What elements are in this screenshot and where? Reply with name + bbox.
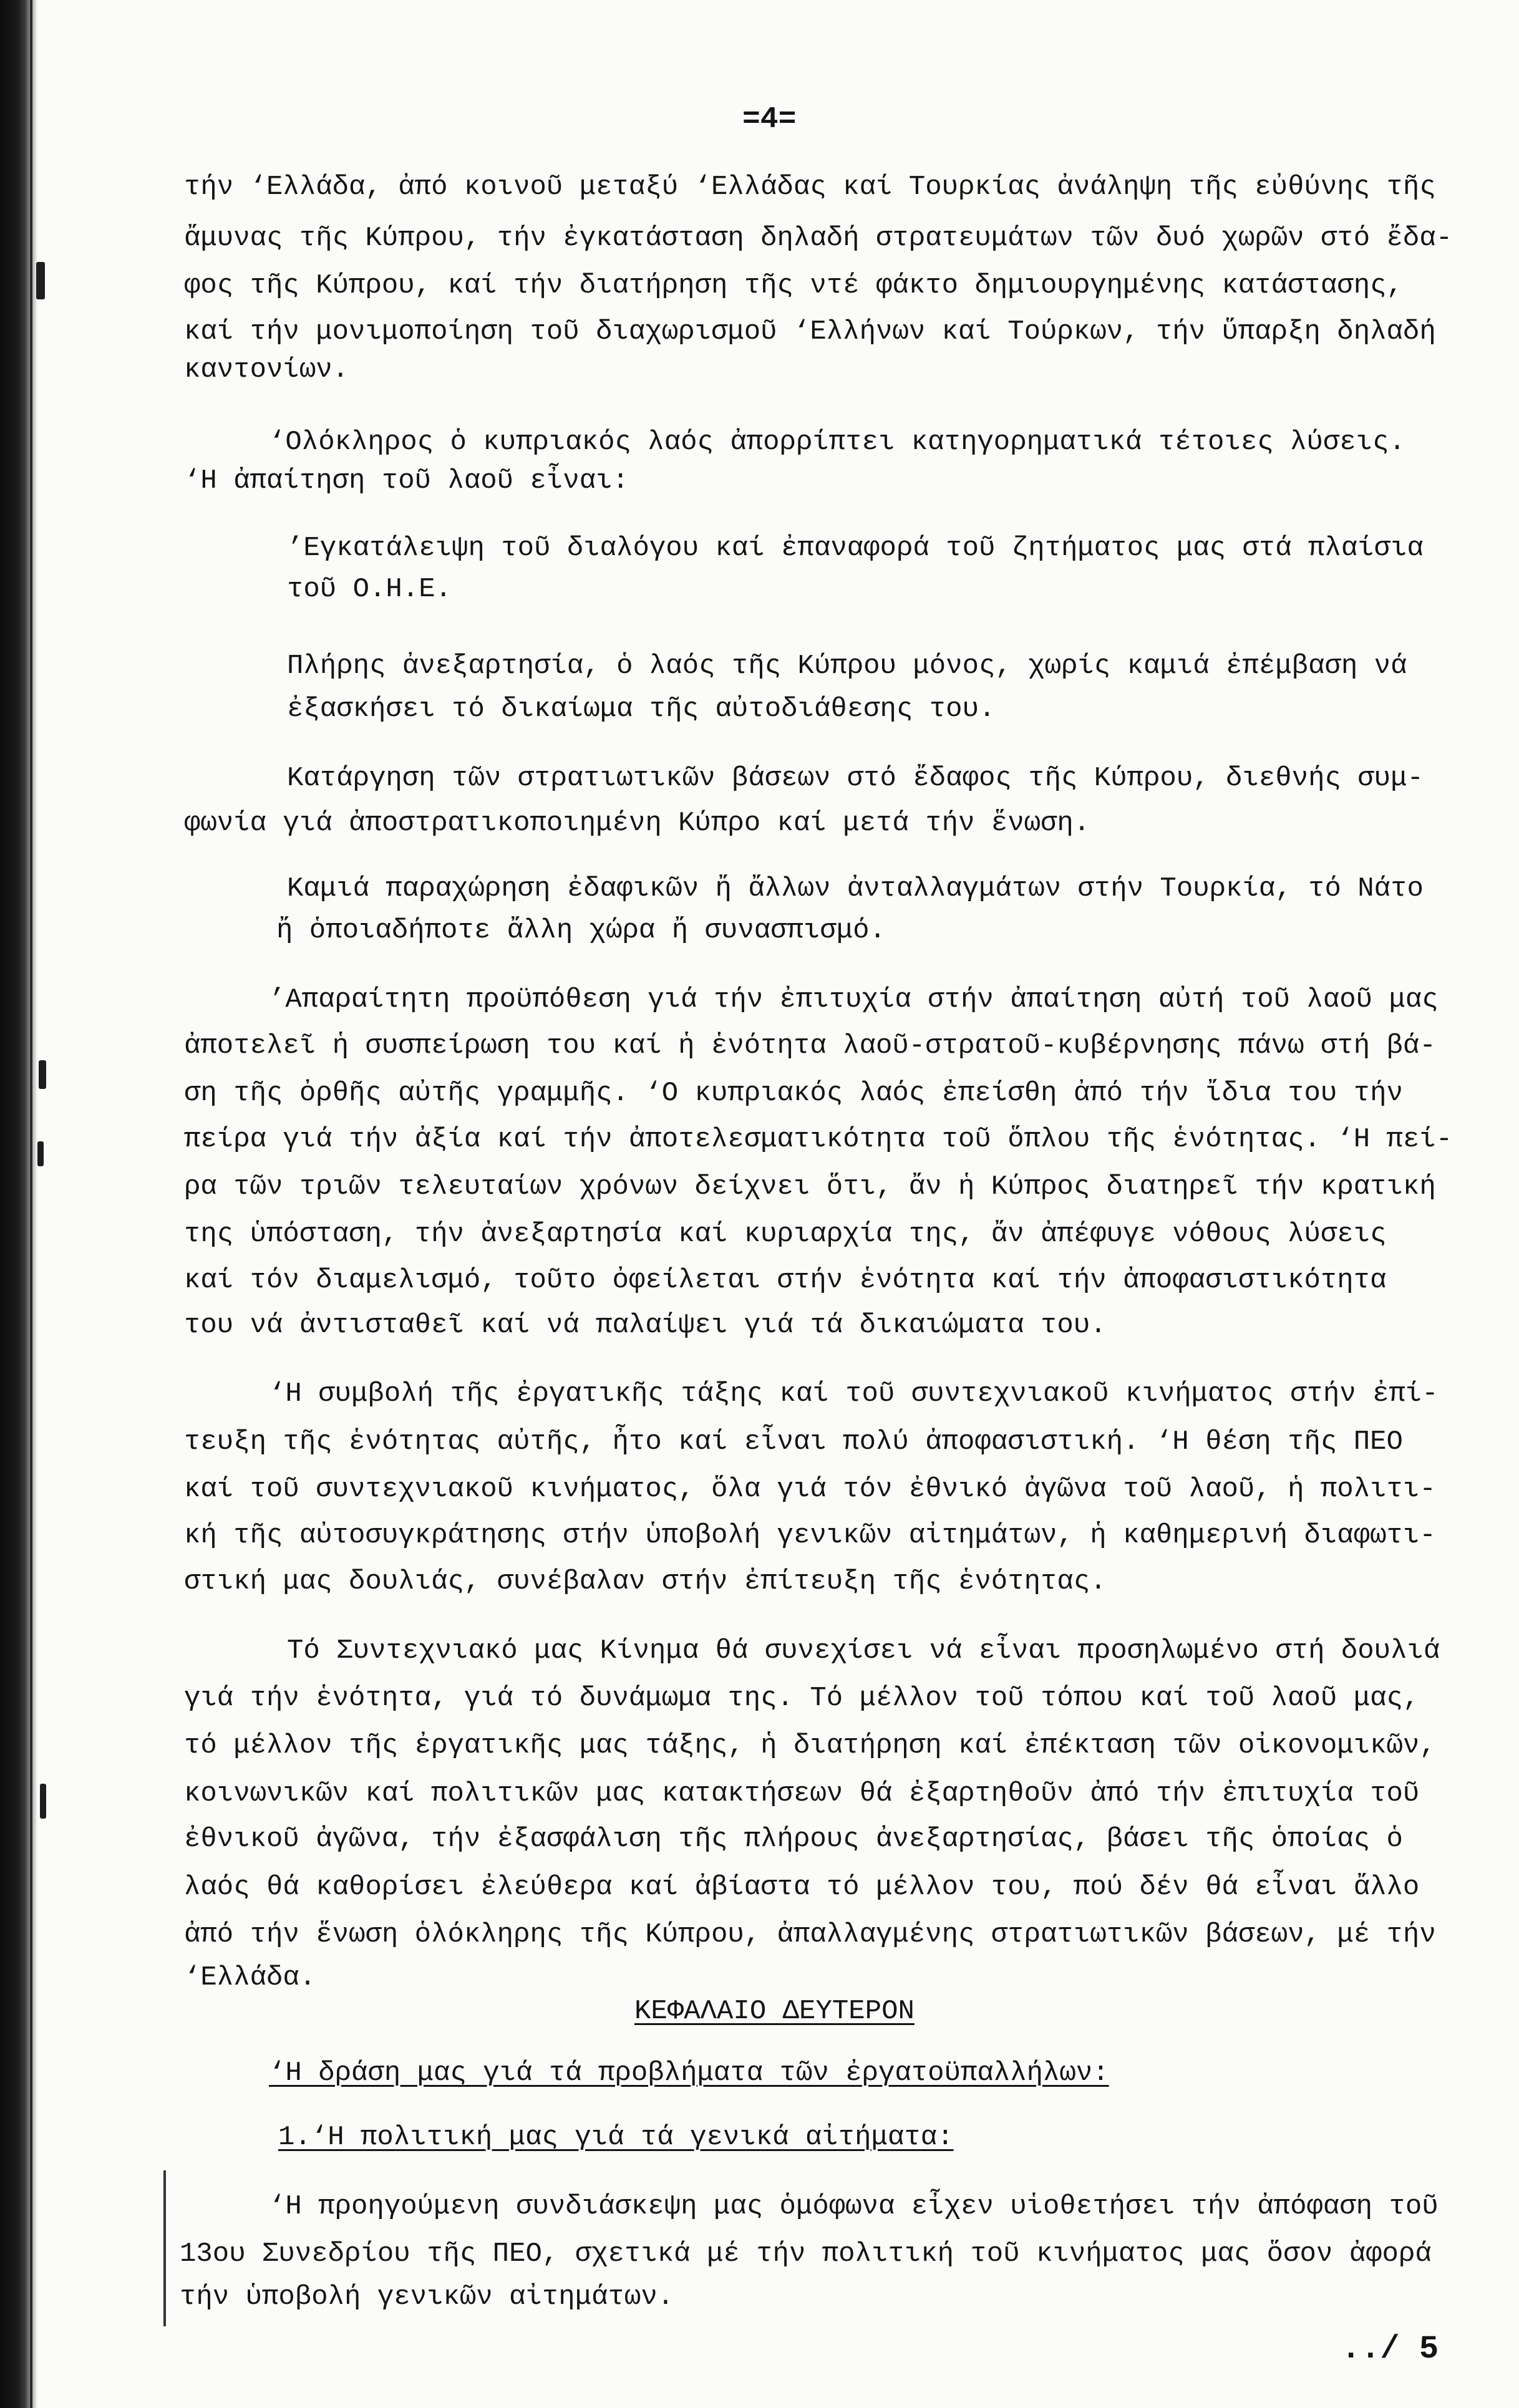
text-line: του νά ἀντισταθεῖ καί νά παλαίψει γιά τά δικαιώματα του. xyxy=(184,1310,1107,1341)
scan-smudge xyxy=(40,1784,46,1819)
text-line: τήν ὑποβολή γενικῶν αἰτημάτων. xyxy=(180,2281,674,2313)
text-line: φωνία γιά ἀποστρατικοποιημένη Κύπρο καί μετά τήν ἕνωση. xyxy=(184,808,1090,839)
text-line: ‘Ολόκληρος ὁ κυπριακός λαός ἀπορρίπτει κατηγορηματικά τέτοιες λύσεις. xyxy=(269,427,1405,458)
text-line: καί τόν διαμελισμό, τοῦτο ὀφείλεται στήν ἑνότητα καί τήν ἀποφασιστικότητα xyxy=(184,1265,1387,1296)
text-line: ἐθνικοῦ ἀγῶνα, τήν ἐξασφάλιση τῆς πλήρους ἀνεξαρτησίας, βάσει τῆς ὁποίας ὁ xyxy=(184,1824,1403,1855)
text-line: γιά τήν ἑνότητα, γιά τό δυνάμωμα της. Τό μέλλον τοῦ τόπου καί τοῦ λαοῦ μας, xyxy=(184,1683,1420,1714)
text-line: κοινωνικῶν καί πολιτικῶν μας κατακτήσεων θά ἐξαρτηθοῦν ἀπό τήν ἐπιτυχία τοῦ xyxy=(184,1778,1420,1809)
text-line: τευξη τῆς ἑνότητας αὐτῆς, ἦτο καί εἶναι πολύ ἀποφασιστική. ‘Η θέση τῆς ΠΕΟ xyxy=(184,1426,1403,1458)
text-line: κή τῆς αὐτοσυγκράτησης στήν ὑποβολή γενικῶν αἰτημάτων, ἡ καθημερινή διαφωτι- xyxy=(184,1520,1436,1551)
text-line: ἐξασκήσει τό δικαίωμα τῆς αὐτοδιάθεσης του. xyxy=(287,694,996,725)
text-line: ‘Η ἀπαίτηση τοῦ λαοῦ εἶναι: xyxy=(184,465,629,496)
text-line: ἤ ὁποιαδήποτε ἄλλη χώρα ἤ συνασπισμό. xyxy=(276,915,886,946)
scan-smudge xyxy=(36,262,45,299)
text-line: ‘Ελλάδα. xyxy=(184,1962,316,1993)
text-line: πείρα γιά τήν ἀξία καί τήν ἀποτελεσματικότητα τοῦ ὅπλου τῆς ἑνότητας. ‘Η πεί- xyxy=(184,1124,1453,1155)
text-line: ἄμυνας τῆς Κύπρου, τήν ἐγκατάσταση δηλαδή στρατευμάτων τῶν δυό χωρῶν στό ἔδα- xyxy=(184,223,1453,254)
text-line: Τό Συντεχνιακό μας Κίνημα θά συνεχίσει νά εἶναι προσηλωμένο στή δουλιά xyxy=(287,1635,1440,1666)
text-line: καί τήν μονιμοποίηση τοῦ διαχωρισμοῦ ‘Ελλήνων καί Τούρκων, τήν ὕπαρξη δηλαδή xyxy=(184,316,1436,347)
text-line: ’Απαραίτητη προϋπόθεση γιά τήν ἐπιτυχία στήν ἀπαίτηση αὐτή τοῦ λαοῦ μας xyxy=(269,984,1439,1015)
text-line: καί τοῦ συντεχνιακοῦ κινήματος, ὅλα γιά τόν ἐθνικό ἀγῶνα τοῦ λαοῦ, ἡ πολιτι- xyxy=(184,1474,1436,1505)
text-line: ἀποτελεῖ ἡ συσπείρωση του καί ἡ ἑνότητα λαοῦ-στρατοῦ-κυβέρνησης πάνω στή βά- xyxy=(184,1030,1436,1061)
text-line: ‘Η συμβολή τῆς ἐργατικῆς τάξης καί τοῦ συντεχνιακοῦ κινήματος στήν ἐπί- xyxy=(269,1378,1439,1410)
chapter-heading: ΚΕΦΑΛΑΙΟ ΔΕΥΤΕΡΟΝ xyxy=(634,1996,915,2027)
continuation-marker: ../ 5 xyxy=(1341,2331,1439,2367)
text-line: ση τῆς ὀρθῆς αὐτῆς γραμμῆς. ‘Ο κυπριακός λαός ἐπείσθη ἀπό τήν ἴδια του τήν xyxy=(184,1078,1403,1109)
text-line: της ὑπόσταση, τήν ἀνεξαρτησία καί κυριαρχία της, ἄν ἀπέφυγε νόθους λύσεις xyxy=(184,1219,1387,1250)
scan-rule xyxy=(163,2170,166,2326)
text-line: 13ου Συνεδρίου τῆς ΠΕΟ, σχετικά μέ τήν πολιτική τοῦ κινήματος μας ὅσον ἀφορά xyxy=(180,2238,1432,2270)
binding-line xyxy=(30,0,32,2408)
text-line: Πλήρης ἀνεξαρτησία, ὁ λαός τῆς Κύπρου μόνος, χωρίς καμιά ἐπέμβαση νά xyxy=(287,650,1407,682)
text-line: στική μας δουλιάς, συνέβαλαν στήν ἐπίτευξη τῆς ἑνότητας. xyxy=(184,1566,1107,1597)
page-number: =4= xyxy=(742,103,797,137)
text-line: τό μέλλον τῆς ἐργατικῆς μας τάξης, ἡ διατήρηση καί ἐπέκταση τῶν οἰκονομικῶν, xyxy=(184,1730,1436,1761)
subsection-title: 1.‘Η πολιτική μας γιά τά γενικά αἰτήματα: xyxy=(278,2122,954,2153)
scan-smudge xyxy=(39,1060,46,1089)
text-line: λαός θά καθορίσει ἐλεύθερα καί ἀβίαστα τό μέλλον του, πού δέν θά εἶναι ἄλλο xyxy=(184,1872,1420,1903)
text-line: καντονίων. xyxy=(184,354,349,385)
text-line: τοῦ Ο.Η.Ε. xyxy=(287,574,452,605)
text-line: Κατάργηση τῶν στρατιωτικῶν βάσεων στό ἔδαφος τῆς Κύπρου, διεθνής συμ- xyxy=(287,763,1424,794)
text-line: ρα τῶν τριῶν τελευταίων χρόνων δείχνει ὅτι, ἄν ἡ Κύπρος διατηρεῖ τήν κρατική xyxy=(184,1171,1436,1202)
text-line: τήν ‘Ελλάδα, ἀπό κοινοῦ μεταξύ ‘Ελλάδας καί Τουρκίας ἀνάληψη τῆς εὐθύνης τῆς xyxy=(184,172,1436,203)
text-line: φος τῆς Κύπρου, καί τήν διατήρηση τῆς ντέ φάκτο δημιουργημένης κατάστασης, xyxy=(184,270,1403,301)
text-line: Καμιά παραχώρηση ἐδαφικῶν ἤ ἄλλων ἀνταλλαγμάτων στήν Τουρκία, τό Νάτο xyxy=(287,873,1424,904)
text-line: ἀπό τήν ἕνωση ὁλόκληρης τῆς Κύπρου, ἀπαλλαγμένης στρατιωτικῶν βάσεων, μέ τήν xyxy=(184,1919,1436,1950)
text-line: ’Εγκατάλειψη τοῦ διαλόγου καί ἐπαναφορά τοῦ ζητήματος μας στά πλαίσια xyxy=(287,533,1424,564)
text-line: ‘Η προηγούμενη συνδιάσκεψη μας ὁμόφωνα εἶχεν υἱοθετήσει τήν ἀπόφαση τοῦ xyxy=(269,2191,1439,2222)
section-title: ‘Η δράση μας γιά τά προβλήματα τῶν ἐργατοϋπαλλήλων: xyxy=(269,2057,1109,2089)
scan-smudge xyxy=(37,1141,44,1166)
